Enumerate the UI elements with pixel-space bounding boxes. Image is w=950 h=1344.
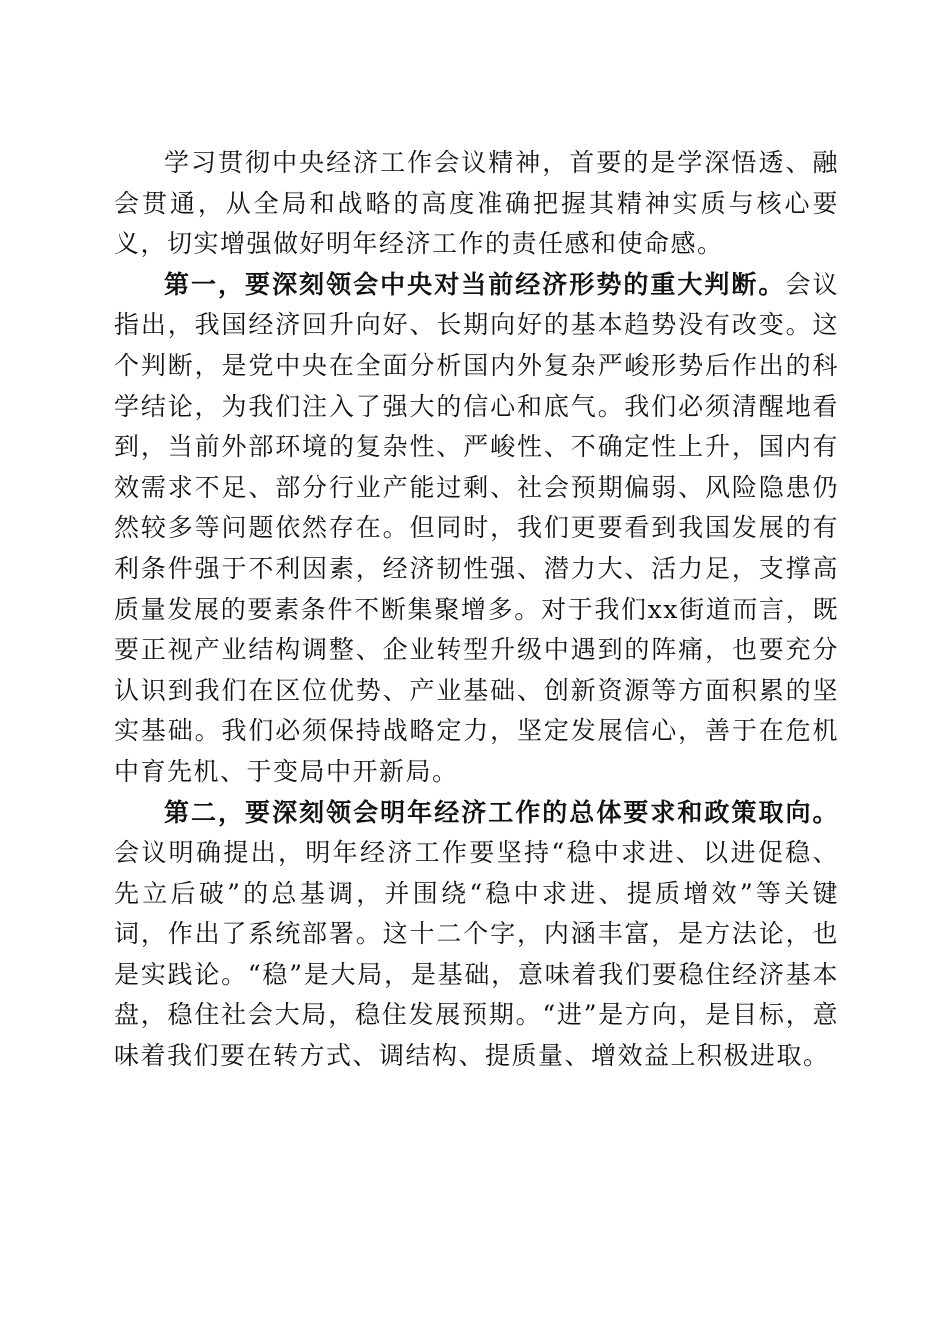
paragraph-first-text: 会议指出，我国经济回升向好、长期向好的基本趋势没有改变。这个判断，是党中央在全面分析国内外复杂严峻形势后作出的科学结论，为我们注入了强大的信心和底气。我们必须清醒地看到，当前外部环境的复杂性、严峻性、不确定性上升，国内有效需求不足、部分行业产能过剩、社会预期偏弱、风险隐患仍然较多等问题依然存在。但同时，我们更要看到我国发展的有利条件强于不利因素，经济韧性强、潜力大、活力足，支撑高质量发展的要素条件不断集聚增多。对于我们xx街道而言，既要正视产业结构调整、企业转型升级中遇到的阵痛，也要充分认识到我们在区位优势、产业基础、创新资源等方面积累的坚实基础。我们必须保持战略定力，坚定发展信心，善于在危机中育先机、于变局中开新局。: [114, 269, 839, 786]
paragraph-second: [114, 793, 839, 1077]
paragraph-second-text: 会议明确提出，明年经济工作要坚持“稳中求进、以进促稳、先立后破”的总基调，并围绕“稳中求进、提质增效”等关键词，作出了系统部署。这十二个字，内涵丰富，是方法论，也是实践论。“稳”是大局，是基础，意味着我们要稳住经济基本盘，稳住社会大局，稳住发展预期。“进”是方向，是目标，意味着我们要在转方式、调结构、提质量、增效益上积极进取。: [114, 838, 839, 1071]
document-page: [114, 143, 839, 1077]
paragraph-first: [114, 265, 839, 793]
paragraph-intro: [114, 143, 839, 265]
paragraph-second-heading: 第二，要深刻领会明年经济工作的总体要求和政策取向。: [164, 797, 839, 827]
paragraph-intro-text: 学习贯彻中央经济工作会议精神，首要的是学深悟透、融会贯通，从全局和战略的高度准确把握其精神实质与核心要义，切实增强做好明年经济工作的责任感和使命感。: [114, 148, 839, 259]
paragraph-first-heading: 第一，要深刻领会中央对当前经济形势的重大判断。: [164, 269, 786, 299]
